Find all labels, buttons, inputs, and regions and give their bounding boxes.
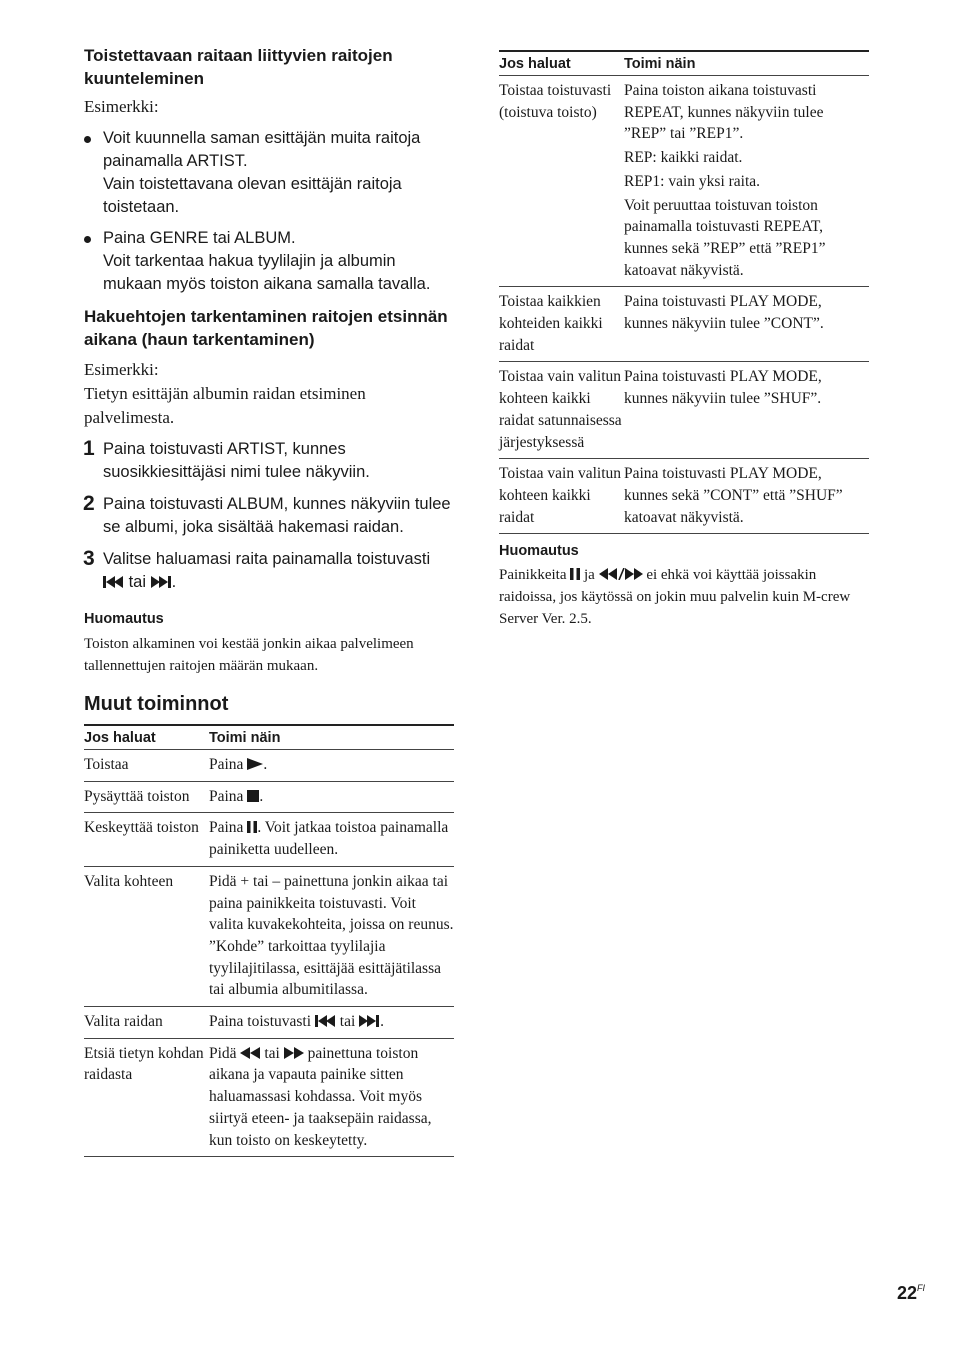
step-number: 1	[83, 437, 95, 460]
bullet-dot-icon	[84, 236, 91, 243]
table-row	[84, 1038, 454, 1157]
cell-want: Valita kohteen	[84, 866, 209, 1006]
cell-want: Etsiä tietyn kohdan raidasta	[84, 1038, 209, 1157]
pause-icon	[570, 564, 580, 586]
cell-text: Paina toistuvasti PLAY MODE, kunnes näkyviin tulee ”SHUF”.	[624, 368, 822, 408]
column-header: Toimi näin	[624, 51, 869, 76]
bullet-text: Voit tarkentaa hakua tyylilajin ja albumin mukaan myös toiston aikana samalla tavalla.	[103, 252, 431, 293]
cell-do	[209, 813, 454, 866]
bullet-text: Voit kuunnella saman esittäjän muita raitoja painamalla ARTIST.	[103, 129, 421, 170]
cell-want: Toistaa vain valitun kohteen kaikki raidat	[499, 459, 624, 534]
step-text-part: .	[171, 573, 177, 591]
step-item	[84, 493, 454, 539]
table-row	[84, 813, 454, 866]
cell-text: tai	[264, 1044, 280, 1062]
step-item	[84, 548, 454, 594]
note-text-part: ei ehkä voi käyttää joissakin raidoissa, jos käytössä on jokin muu palvelin kuin M-crew Server Ver. 2.5.	[499, 567, 851, 628]
cell-text: Voit peruuttaa toistuvan toiston painamalla toistuvasti REPEAT, kunnes sekä ”REP” että ”REP1” katoavat näkyvistä.	[624, 196, 826, 279]
cell-text: Paina toiston aikana toistuvasti REPEAT, kunnes näkyviin tulee ”REP” tai ”REP1”.	[624, 82, 824, 143]
skip-next-icon	[359, 1011, 380, 1033]
cell-do	[624, 459, 869, 534]
cell-text: Paina	[209, 819, 244, 837]
page-number	[897, 1283, 925, 1304]
section-heading-search-refine: Hakuehtojen tarkentaminen raitojen etsinnän aikana (haun tarkentaminen)	[84, 307, 448, 349]
step-text-part: Valitse haluamasi raita painamalla toistuvasti	[103, 550, 431, 568]
example-label: Esimerkki:	[84, 97, 159, 116]
play-icon	[247, 754, 263, 776]
cell-want: Toistaa vain valitun kohteen kaikki raidat satunnaisessa järjestyksessä	[499, 362, 624, 459]
page-number-suffix: FI	[917, 1283, 926, 1293]
note-text-part: ja	[584, 567, 595, 584]
table-row	[499, 362, 869, 459]
cell-do: Pidä + tai – painettuna jonkin aikaa tai paina painikkeita toistuvasti. Voit valita kuvakekohteita, joissa on reunus. ”Kohde” tarkoittaa tyylilajia tyylilajitilassa, esittäjää esittäjätilassa tai albumia albumitilassa.	[209, 866, 454, 1006]
cell-want: Toistaa	[84, 750, 209, 782]
step-text: Paina toistuvasti ARTIST, kunnes suosikkiesittäjäsi nimi tulee näkyviin.	[103, 440, 370, 481]
skip-previous-icon	[103, 571, 124, 594]
cell-text: Paina	[209, 756, 244, 773]
cell-text: Paina toistuvasti	[209, 1013, 312, 1031]
skip-previous-icon	[315, 1011, 336, 1033]
other-functions-table	[84, 724, 454, 1157]
cell-text: Paina	[209, 787, 244, 805]
step-number: 3	[83, 547, 95, 570]
fast-forward-icon	[284, 1043, 304, 1065]
cell-want: Keskeyttää toiston	[84, 813, 209, 866]
cell-text: tai	[339, 1013, 356, 1031]
bullet-text: Paina GENRE tai ALBUM.	[103, 229, 296, 247]
step-text-part: tai	[128, 573, 147, 591]
cell-do	[624, 362, 869, 459]
cell-do	[209, 781, 454, 813]
right-column	[499, 50, 869, 630]
rewind-fast-forward-icon	[599, 564, 643, 586]
cell-do	[209, 750, 454, 782]
table-row	[499, 287, 869, 362]
table-row	[84, 750, 454, 782]
cell-text: REP: kaikki raidat.	[624, 149, 743, 167]
cell-want: Pysäyttää toiston	[84, 781, 209, 813]
table-row	[499, 76, 869, 287]
cell-text: .	[259, 787, 264, 805]
skip-next-icon	[151, 571, 172, 594]
note-text: Toiston alkaminen voi kestää jonkin aikaa palvelimeen tallennettujen raitojen määrän mukaan.	[84, 636, 414, 674]
column-header: Jos haluat	[84, 725, 209, 750]
cell-text: .	[263, 756, 268, 773]
bullet-item	[84, 227, 454, 296]
note-text-part: Painikkeita	[499, 567, 567, 584]
bullet-dot-icon	[84, 136, 91, 143]
step-item	[84, 438, 454, 484]
rewind-icon	[240, 1043, 260, 1065]
step-number: 2	[83, 492, 95, 515]
table-row	[84, 781, 454, 813]
example-text: Tietyn esittäjän albumin raidan etsiminen palvelimesta.	[84, 384, 366, 427]
table-row	[84, 1007, 454, 1039]
section-heading-other-functions: Muut toiminnot	[84, 693, 229, 715]
cell-want: Valita raidan	[84, 1007, 209, 1039]
stop-icon	[247, 786, 259, 808]
repeat-mode-table	[499, 50, 869, 534]
cell-text: .	[380, 1013, 385, 1031]
note-text	[499, 564, 869, 630]
step-text	[103, 548, 454, 594]
cell-want: Toistaa toistuvasti (toistuva toisto)	[499, 76, 624, 287]
table-header-row	[84, 725, 454, 750]
example-label: Esimerkki:	[84, 360, 159, 379]
left-column	[84, 45, 454, 1157]
cell-want: Toistaa kaikkien kohteiden kaikki raidat	[499, 287, 624, 362]
section-heading-related-tracks: Toistettavaan raitaan liittyvien raitojen kuunteleminen	[84, 46, 393, 88]
note-heading: Huomautus	[84, 611, 164, 627]
note-heading: Huomautus	[499, 543, 579, 560]
table-header-row	[499, 51, 869, 76]
cell-text: painettuna toiston aikana ja vapauta painike sitten haluamassasi kohdassa. Voit myös siirtyä eteen- ja taaksepäin raidassa, kun toisto on keskeytetty.	[209, 1044, 432, 1149]
cell-do	[209, 1007, 454, 1039]
cell-text: Pidä	[209, 1044, 237, 1062]
column-header: Jos haluat	[499, 51, 624, 76]
bullet-text: Vain toistettavana olevan esittäjän raitoja toistetaan.	[103, 175, 402, 216]
cell-text: . Voit jatkaa toistoa painamalla painiketta uudelleen.	[209, 819, 449, 859]
cell-text: Paina toistuvasti PLAY MODE, kunnes sekä ”CONT” että ”SHUF” katoavat näkyvistä.	[624, 465, 843, 526]
cell-do	[624, 76, 869, 287]
column-header: Toimi näin	[209, 725, 454, 750]
table-row	[84, 866, 454, 1006]
bullet-item	[84, 127, 454, 219]
page-number-value: 22	[897, 1283, 918, 1303]
table-row	[499, 459, 869, 534]
cell-do	[624, 287, 869, 362]
step-text: Paina toistuvasti ALBUM, kunnes näkyviin tulee se albumi, joka sisältää hakemasi raidan.	[103, 495, 451, 536]
pause-icon	[247, 817, 257, 839]
cell-text: REP1: vain yksi raita.	[624, 172, 761, 190]
cell-text: Paina toistuvasti PLAY MODE, kunnes näkyviin tulee ”CONT”.	[624, 293, 824, 333]
cell-do	[209, 1038, 454, 1157]
